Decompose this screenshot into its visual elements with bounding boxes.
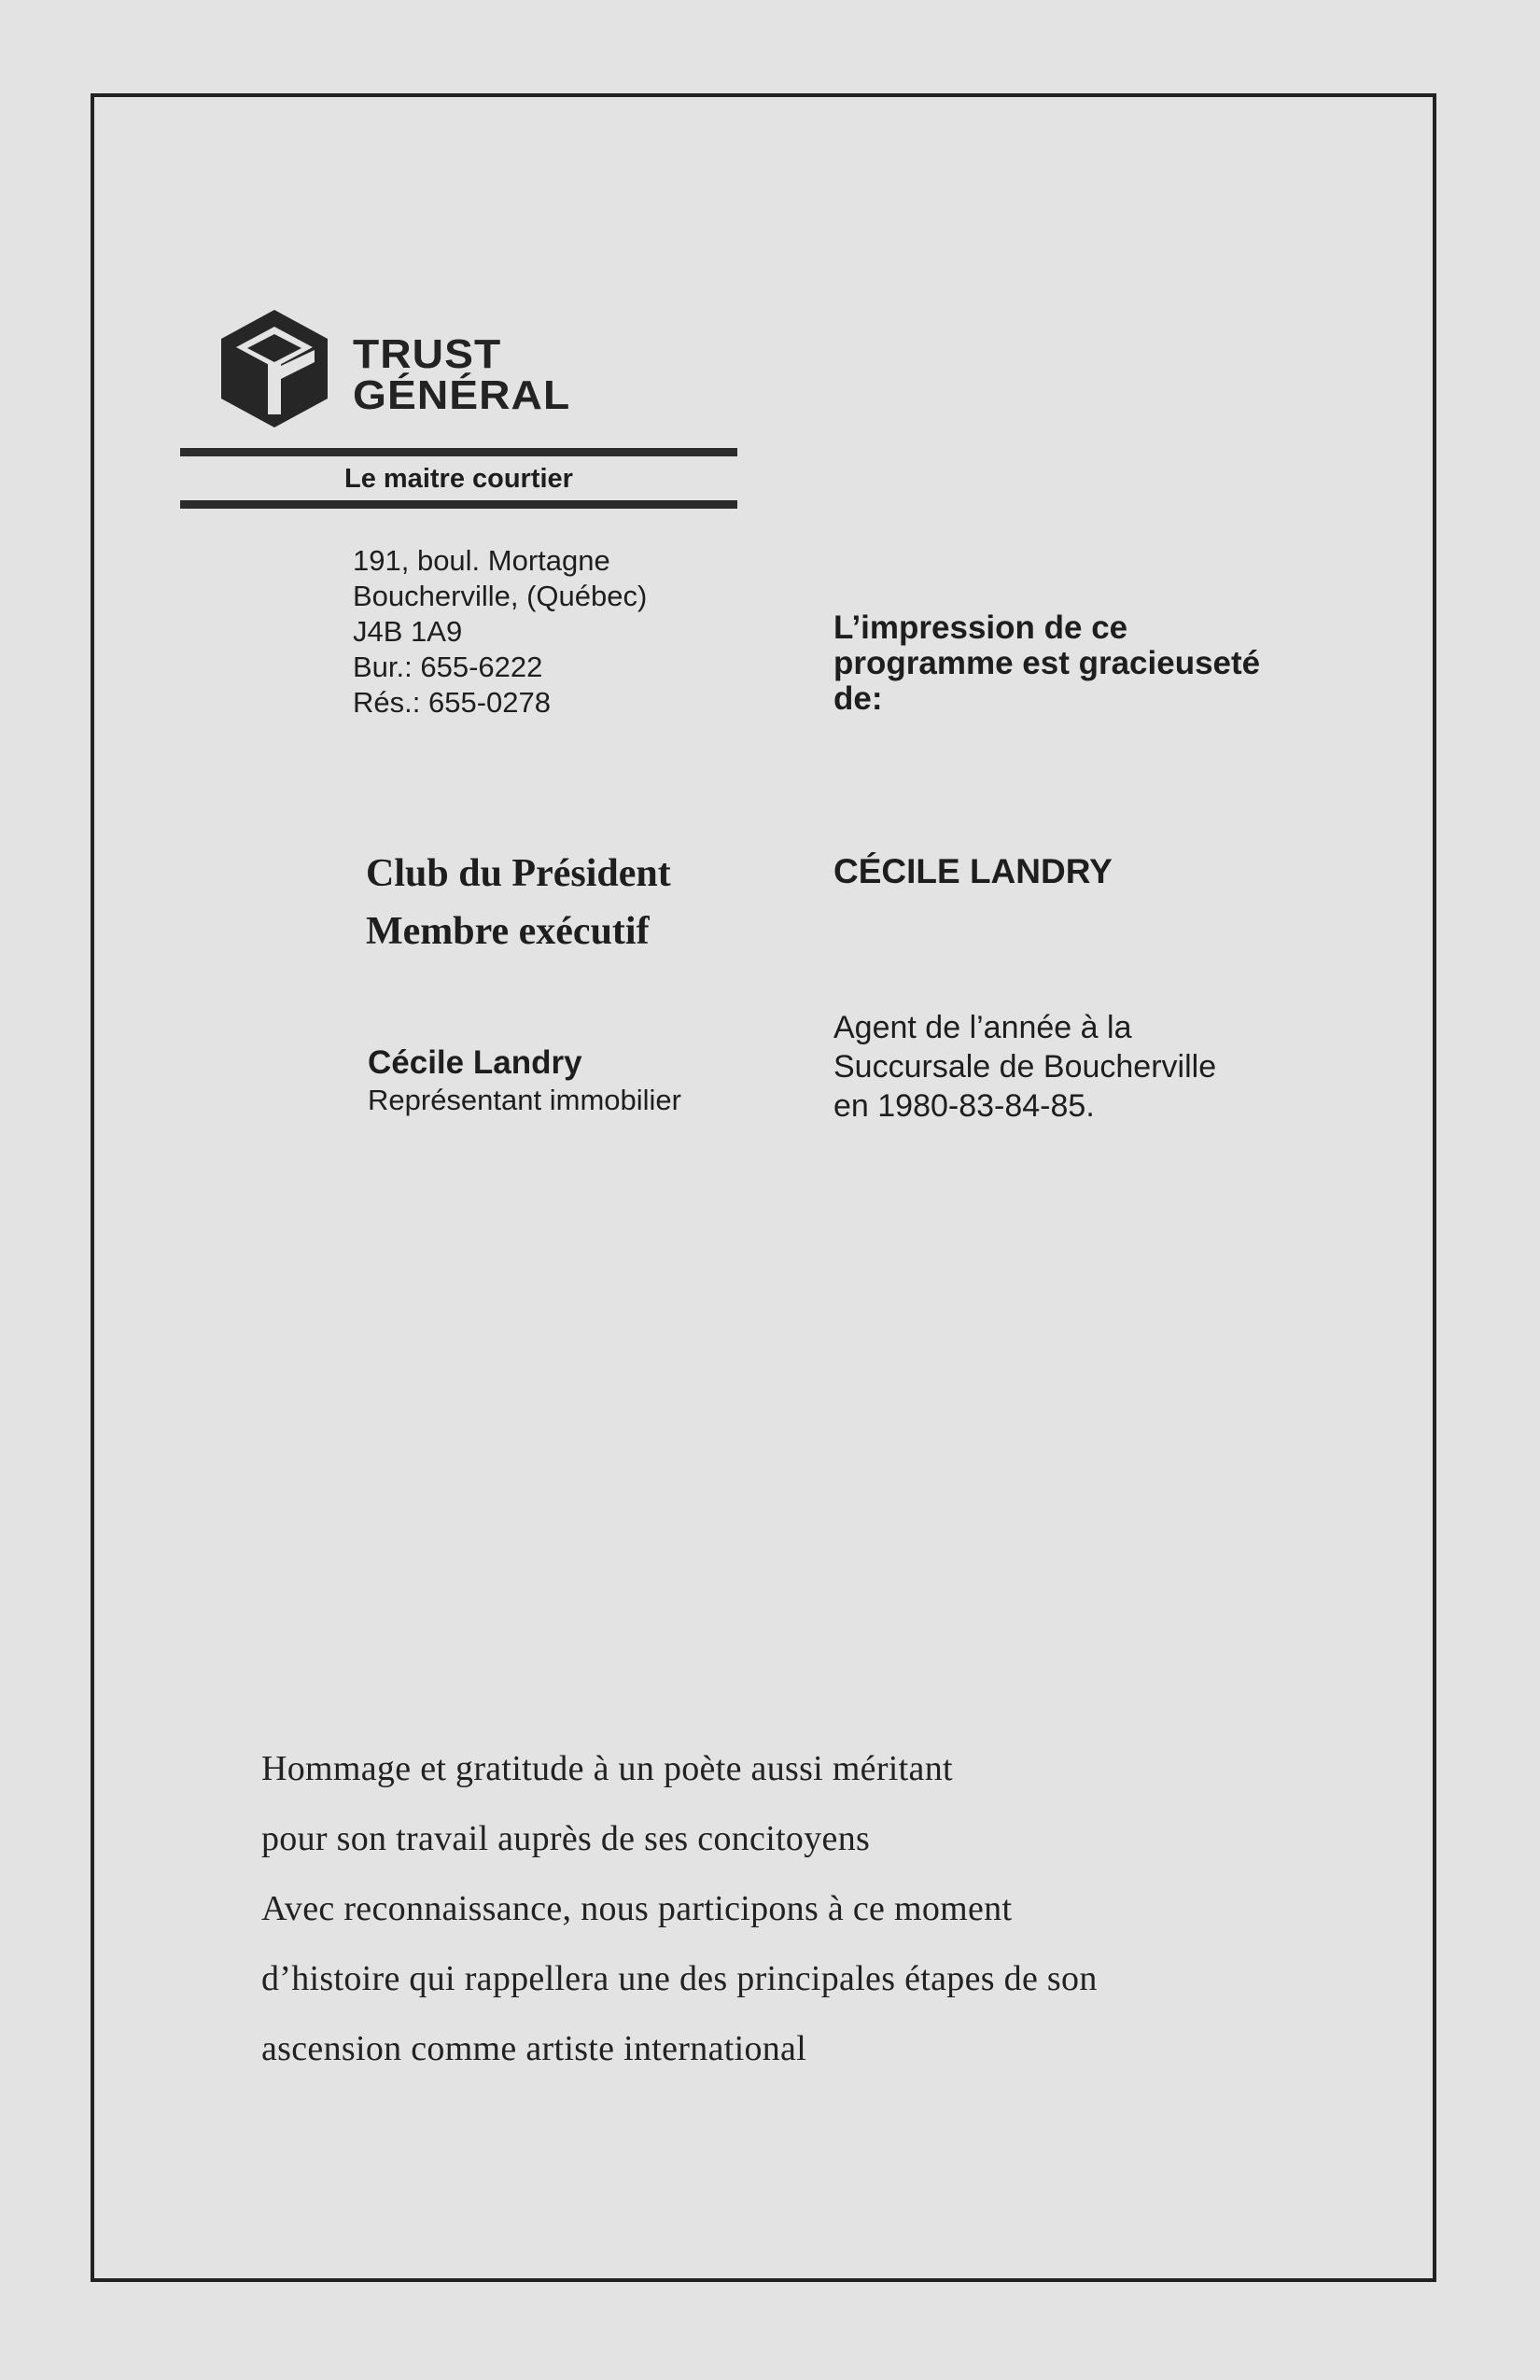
tribute-line: Avec reconnaissance, nous participons à ce moment: [261, 1889, 1013, 1928]
home-phone: Rés.: 655-0278: [353, 686, 551, 719]
award-line: Agent de l’année à la: [833, 1010, 1132, 1045]
address-line: 191, boul. Mortagne: [353, 544, 610, 577]
courtesy-line: programme est gracieuseté: [833, 645, 1261, 681]
tribute-line: d’histoire qui rappellera une des principales étapes de son: [261, 1959, 1098, 1998]
tribute-line: ascension comme artiste international: [261, 2029, 807, 2068]
office-phone: Bur.: 655-6222: [353, 651, 543, 683]
company-name-line1: TRUST: [353, 331, 502, 377]
tagline-rule-bottom: [180, 500, 737, 509]
award-line: en 1980-83-84-85.: [833, 1088, 1095, 1124]
club-line: Membre exécutif: [366, 910, 650, 953]
club-membership: [366, 845, 671, 960]
office-address: [353, 543, 647, 721]
tribute-paragraph: [261, 1734, 1098, 2084]
company-name-line2: GÉNÉRAL: [353, 372, 571, 418]
tagline-rule-top: [180, 448, 737, 456]
club-line: Club du Président: [366, 852, 671, 895]
award-line: Succursale de Boucherville: [833, 1049, 1217, 1085]
trust-general-logo-icon: [219, 308, 329, 429]
award-notice: [833, 1008, 1216, 1126]
courtesy-line: L’impression de ce: [833, 609, 1128, 646]
company-name: [353, 331, 571, 418]
address-line: J4B 1A9: [353, 615, 463, 648]
agent-name: Cécile Landry: [368, 1044, 582, 1081]
address-line: Boucherville, (Québec): [353, 580, 648, 612]
company-tagline: Le maitre courtier: [344, 464, 573, 494]
tribute-line: pour son travail auprès de ses concitoyens: [261, 1819, 871, 1858]
agent-title: Représentant immobilier: [368, 1084, 681, 1116]
courtesy-notice: [833, 610, 1356, 717]
courtesy-line: de:: [833, 680, 883, 717]
sponsor-name: CÉCILE LANDRY: [833, 852, 1113, 890]
tribute-line: Hommage et gratitude à un poète aussi méritant: [261, 1749, 953, 1788]
signature-block: [368, 1043, 681, 1118]
